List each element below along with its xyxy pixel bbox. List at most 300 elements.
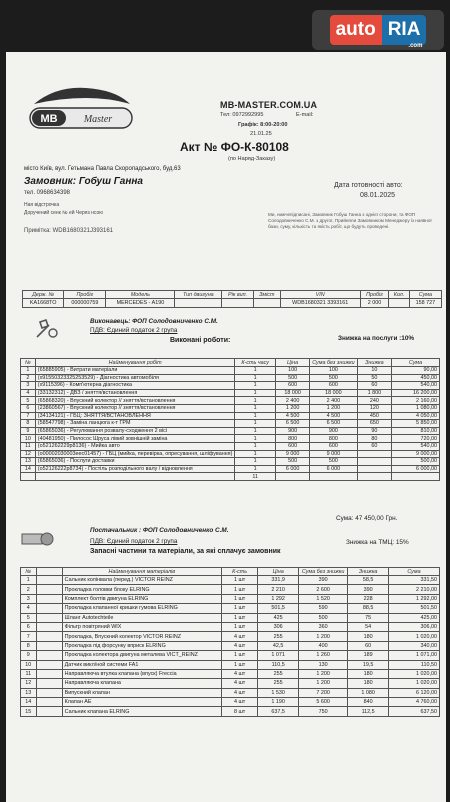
table-cell: 5 850,00 [392,420,440,428]
table-cell: 6 000,00 [392,465,440,473]
table-cell: (40481950) - Пилосос Шруса лівий зовнішній заміна [35,435,235,443]
table-cell: 2 400 [275,397,309,405]
vehicle-header-cell: Кол. [389,291,409,299]
table-row [21,397,440,405]
table-cell: 637,5 [258,707,299,716]
table-cell: 240 [357,397,391,405]
table-cell: 500 [310,374,357,382]
header-schedule: Графік: 8:00-20:00 [238,122,288,128]
table-cell: 1 292,00 [388,594,439,603]
vehicle-header-cell: VIN [280,291,360,299]
parts-icon [20,526,56,548]
table-cell: 650 [357,420,391,428]
table-cell: 90 [357,427,391,435]
table-cell: 500 [310,458,357,466]
table-cell: Комплект болтів двигуна ELRING [62,594,221,603]
table-row [21,632,440,641]
table-row [21,367,440,375]
table-cell: 18 000 [275,389,309,397]
customer-phone: тел. 0968634398 [24,190,71,196]
table-cell: 1 200 [275,404,309,412]
vehicle-header-cell: Пробіг [64,291,106,299]
table-cell: 1 020,00 [388,669,439,678]
table-cell: Направляюча втулка клапана (впуск) Freccia [62,669,221,678]
table-cell [36,679,62,688]
table-cell: 54 [348,622,389,631]
table-row [21,604,440,613]
table-cell: 306,00 [388,622,439,631]
table-cell: 7 [21,632,37,641]
table-cell: 10 [21,660,37,669]
table-row [21,622,440,631]
table-cell: 1 200 [298,679,347,688]
parts-header-cell: Найменування матеріалів [62,568,221,576]
table-cell: 16 200,00 [392,389,440,397]
table-cell: (65865036) - Регулювання розвалу-сходження 2 вісі [35,427,235,435]
table-row [21,688,440,697]
table-cell: 540,00 [392,382,440,390]
works-pdv: ПДВ: Єдиний податок 2 група [90,327,178,334]
works-total-cell [310,473,357,481]
table-cell: Прокладка клапанної кришки гумова ELRING [62,604,221,613]
table-cell: (o521262229p8136) - Мийка авто [35,442,235,450]
parts-supplier-text: Постачальник : ФОП Солодовниченко С.М. [90,527,229,534]
works-total-cell [392,473,440,481]
table-row [21,435,440,443]
table-cell: 60 [357,382,391,390]
table-cell: 900 [310,427,357,435]
parts-title: Запасні частини та матеріали, за які сплачує замовник [90,548,281,555]
table-cell: Прокладка, Впускний колектор VICTOR REINZ [62,632,221,641]
table-cell: 306 [258,622,299,631]
table-cell: (23860567) - Впускний колектор // зняття/встановлення [35,404,235,412]
table-cell: 120 [357,404,391,412]
table-cell: 110,5 [258,660,299,669]
table-cell: 8 шт [221,707,257,716]
table-cell: 4 шт [221,679,257,688]
table-cell: 6 [21,622,37,631]
vehicle-cell: 2 000 [360,299,389,308]
table-cell: 6 000 [275,465,309,473]
table-cell: 255 [258,669,299,678]
table-cell: 1 080 [348,688,389,697]
table-cell: 4 [21,604,37,613]
table-cell: 88,5 [348,604,389,613]
vehicle-header-cell: Модель [106,291,175,299]
act-title: Акт № ФО-К-80108 [180,140,289,154]
table-cell: 1 шт [221,604,257,613]
table-cell: 1 520 [298,594,347,603]
table-row [21,669,440,678]
table-row [21,442,440,450]
table-cell: 9 000,00 [392,450,440,458]
vehicle-table [22,290,442,308]
table-cell: 11 [21,442,36,450]
table-cell: (58547798) - Заміна ланцюга к-т ГРМ [35,420,235,428]
table-cell: 58,5 [348,576,389,585]
table-cell: 450,00 [392,374,440,382]
works-sum: Сума: 47 450,00 Грн. [336,515,398,522]
table-cell: 331,50 [388,576,439,585]
table-cell: 19,5 [348,660,389,669]
table-cell: 130 [298,660,347,669]
table-cell: 1 020,00 [388,632,439,641]
table-cell [36,707,62,716]
agreement-note: Ми, нижчепідписані, Замовник Гобуш Ганна з однієї сторони, та ФОП Солодовниченко С.М. з другої, Прийняли Замовником Менеджеру із наявної бази, суму, кількість та якість робіт, що будуть проведені. [268,212,432,229]
table-cell: 390 [298,576,347,585]
table-cell: 9 000 [275,450,309,458]
table-cell: 4 500 [275,412,309,420]
table-cell: 110,50 [388,660,439,669]
watermark-domain: .com [408,43,423,49]
vehicle-cell: 000000759 [64,299,106,308]
table-cell: (65865036) - Послуги доставки [35,458,235,466]
table-cell [357,465,391,473]
table-cell: Прокладка колектора двигуна металева VICT_REINZ [62,651,221,660]
table-cell [36,585,62,594]
table-cell [36,660,62,669]
table-cell: 1 [235,442,276,450]
header-email: E-mail: [296,112,314,118]
table-cell: 600 [310,382,357,390]
works-header-cell: № [21,359,36,367]
car-logo-icon [26,80,136,142]
parts-pdv: ПДВ: Єдиний податок 2 група [90,538,178,545]
table-cell: 60 [357,442,391,450]
watermark-auto: auto [330,15,382,45]
works-total-cell [21,473,36,481]
table-cell: 3 [21,594,37,603]
table-cell: 6 500 [275,420,309,428]
table-cell: Сальник колінвала (перед.) VICTOR REINZ [62,576,221,585]
table-cell: 340,00 [388,641,439,650]
parts-body [21,576,440,717]
table-cell: 1 [235,367,276,375]
mb-master-logo [26,80,136,142]
table-cell: Прокладка головки блоку ELRING [62,585,221,594]
table-cell: 13 [21,688,37,697]
table-cell: (o00002030003eec01457) - ГБЦ (мийка, перевірка, опресування, шліфування) [35,450,235,458]
table-cell: 2 400 [310,397,357,405]
vehicle-cell [253,299,280,308]
table-cell: 1 292 [258,594,299,603]
table-cell: 11 [21,669,37,678]
ready-date-label: Дата готовності авто: [334,182,403,189]
table-cell: 500 [275,374,309,382]
works-header-cell: Сума [392,359,440,367]
vehicle-cell: MERCEDES - A190 [106,299,175,308]
table-cell: Датчик викл/ной системи FA1 [62,660,221,669]
vehicle-header-cell: Рік вип. [222,291,254,299]
works-header-cell: Ціна [275,359,309,367]
works-executor-text: Виконавець: ФОП Солодовниченко С.М. [90,318,218,325]
table-cell: 6 [21,404,36,412]
table-cell: 1 [235,412,276,420]
table-cell: 4 050,00 [392,412,440,420]
table-cell: 1 [235,389,276,397]
table-cell: 6 120,00 [388,688,439,697]
table-cell [36,688,62,697]
table-cell: 4 760,00 [388,698,439,707]
vehicle-cell [389,299,409,308]
parts-header-cell [36,568,62,576]
table-cell: 1 800 [357,389,391,397]
table-cell: 900 [275,427,309,435]
works-total-row [21,473,440,481]
table-cell: 637,50 [388,707,439,716]
works-header-row [21,359,440,367]
table-cell: 1 [235,435,276,443]
table-row [21,679,440,688]
table-row [21,660,440,669]
table-cell: 14 [21,465,36,473]
table-cell: 1 080,00 [392,404,440,412]
table-cell: 1 шт [221,622,257,631]
table-cell: 600 [310,442,357,450]
table-cell: 1 [235,374,276,382]
table-cell: 1 шт [221,651,257,660]
table-cell: 720,00 [392,435,440,443]
table-cell: 390 [348,585,389,594]
table-row [21,641,440,650]
table-cell: 360 [298,622,347,631]
parts-supplier [90,527,229,534]
table-cell: 1 шт [221,613,257,622]
table-cell: 500 [298,613,347,622]
table-row [21,450,440,458]
table-cell: 2 210 [258,585,299,594]
table-row [21,412,440,420]
table-row [21,651,440,660]
table-cell [357,450,391,458]
document-page [6,52,446,802]
table-cell: 1 [235,427,276,435]
table-cell: (x9115396) - Комп'ютерна діагностика [35,382,235,390]
table-cell: 60 [348,641,389,650]
table-cell: 3 [21,382,36,390]
table-cell: 810,00 [392,427,440,435]
table-cell: 501,5 [258,604,299,613]
table-cell: 1 [235,404,276,412]
vehicle-row [23,299,442,308]
table-cell: 5 600 [298,698,347,707]
table-cell: 500,00 [392,458,440,466]
table-row [21,374,440,382]
table-cell: (33132312) - ДВЗ / зняття/встановлення [35,389,235,397]
table-cell: 14 [21,698,37,707]
works-table [20,358,440,481]
vehicle-header-row [23,291,442,299]
table-row [21,585,440,594]
table-cell: 9 000 [310,450,357,458]
table-cell: 800 [275,435,309,443]
table-cell: 50 [357,374,391,382]
table-cell: 1 020,00 [388,679,439,688]
table-cell: 4 шт [221,688,257,697]
works-title: Виконані роботи: [170,337,231,344]
table-cell: 425,00 [388,613,439,622]
table-cell: 2 210,00 [388,585,439,594]
table-cell [36,594,62,603]
table-cell: 1 530 [258,688,299,697]
table-cell: 2 160,00 [392,397,440,405]
table-cell [36,622,62,631]
table-cell: 800 [310,435,357,443]
vehicle-header-cell: Сума [409,291,441,299]
table-cell: Випускний клапан [62,688,221,697]
table-cell: 331,9 [258,576,299,585]
table-row [21,404,440,412]
table-row [21,382,440,390]
table-cell: 4 шт [221,698,257,707]
table-cell: 90,00 [392,367,440,375]
table-row [21,707,440,716]
table-cell [36,641,62,650]
table-row [21,420,440,428]
table-cell: 112,5 [348,707,389,716]
table-cell: 1 [235,397,276,405]
vehicle-cell [222,299,254,308]
table-cell: 1 [235,450,276,458]
table-cell: 180 [348,669,389,678]
works-executor [90,318,218,325]
works-total-cell [357,473,391,481]
table-cell [36,651,62,660]
table-cell: 600 [275,382,309,390]
table-cell: 180 [348,679,389,688]
parts-header-cell: К-сть [221,568,257,576]
table-cell: 1 [235,420,276,428]
table-cell: 80 [357,435,391,443]
table-cell: Фільтр повітряний WIX [62,622,221,631]
works-total-cell [275,473,309,481]
table-row [21,576,440,585]
table-cell: 5 [21,613,37,622]
table-cell: 840 [348,698,389,707]
table-cell: 500 [275,458,309,466]
parts-discount: Знижка на ТМЦ: 15% [346,539,409,546]
table-cell: 189 [348,651,389,660]
table-cell: 1 260 [298,651,347,660]
header-site: MB-MASTER.COM.UA [220,100,318,110]
table-row [21,465,440,473]
table-cell: 425 [258,613,299,622]
works-total-cell [35,473,235,481]
table-cell: 15 [21,707,37,716]
table-cell: 1 шт [221,585,257,594]
table-cell: 6 500 [310,420,357,428]
table-cell: 75 [348,613,389,622]
table-row [21,698,440,707]
table-cell: 1 071,00 [388,651,439,660]
table-cell: 1 200 [298,669,347,678]
table-cell: 180 [348,632,389,641]
table-row [21,458,440,466]
vehicle-header-cell: Держ. № [23,291,64,299]
table-cell: 7 200 [298,688,347,697]
table-cell: 1 071 [258,651,299,660]
table-cell: 6 000 [310,465,357,473]
table-cell: 2 600 [298,585,347,594]
table-cell: (65885905) - Витрати матеріали [35,367,235,375]
table-cell: 18 000 [310,389,357,397]
table-cell: 10 [21,435,36,443]
wrench-icon [34,318,60,340]
autoria-watermark [312,10,444,50]
table-cell: 2 [21,374,36,382]
table-cell: 1 [21,367,36,375]
parts-header-row [21,568,440,576]
table-cell: 10 [357,367,391,375]
table-cell: 1 200 [298,632,347,641]
customer-name: Замовник: Гобуш Ганна [24,176,143,187]
table-cell: 750 [298,707,347,716]
vin-note: Примітка: WDB1680321J393161 [24,228,114,234]
table-cell: 9 [21,651,37,660]
table-cell: 100 [310,367,357,375]
table-cell [36,576,62,585]
table-cell: Клапан АЕ [62,698,221,707]
table-cell: 255 [258,679,299,688]
table-cell: 590 [298,604,347,613]
table-cell: 42,5 [258,641,299,650]
watermark-ria [382,15,427,49]
logo-master-text: Master [83,114,113,125]
table-cell: 2 [21,585,37,594]
parts-header-cell: Сума [388,568,439,576]
table-cell: 12 [21,679,37,688]
works-header-cell: Сума без знижки [310,359,357,367]
table-cell [357,458,391,466]
table-row [21,594,440,603]
table-cell: 501,50 [388,604,439,613]
parts-header-cell: Ціна [258,568,299,576]
company-address: місто Київ, вул. Гетьмана Павла Скоропадського, буд.63 [24,166,181,172]
table-cell: 1 шт [221,660,257,669]
table-cell: Направляюча клапана [62,679,221,688]
table-row [21,613,440,622]
small-line-1: Ная відстрочка [24,202,60,208]
works-header-cell: К-сть часу [235,359,276,367]
table-cell [36,613,62,622]
vehicle-cell [175,299,222,308]
table-cell: 1 шт [221,576,257,585]
works-header-cell: Найменування робіт [35,359,235,367]
works-body [21,367,440,473]
table-cell [36,632,62,641]
header-date: 21.01.25 [250,131,272,137]
vehicle-cell: 158 727 [409,299,441,308]
table-cell: 1 [235,458,276,466]
parts-header-cell: № [21,568,37,576]
vehicle-cell: KA1668TO [23,299,64,308]
table-cell: 8 [21,420,36,428]
table-cell: 600 [275,442,309,450]
vehicle-header-cell: Зміст [253,291,280,299]
table-cell: (o52126222p8734) - Постіль розподільного валу / відновлення [35,465,235,473]
table-cell: 1 200 [310,404,357,412]
table-cell: 4 шт [221,641,257,650]
header-phone: Тел: 0972992995 [220,112,264,118]
table-cell: 5 [21,397,36,405]
small-line-2: Доручений сенк № ей Черяз нсою [24,210,103,216]
table-cell: (65868320) - Впускний колектор // зняття/встановлення [35,397,235,405]
table-cell: 100 [275,367,309,375]
table-cell: 4 500 [310,412,357,420]
table-cell: Шланг Autotechteile [62,613,221,622]
table-cell: (34134121) - ГБЦ: ЗНЯТТЯ/ВСТАНОВЛЕННЯ [35,412,235,420]
act-subtitle: (по Наряд-Заказу) [228,156,276,162]
